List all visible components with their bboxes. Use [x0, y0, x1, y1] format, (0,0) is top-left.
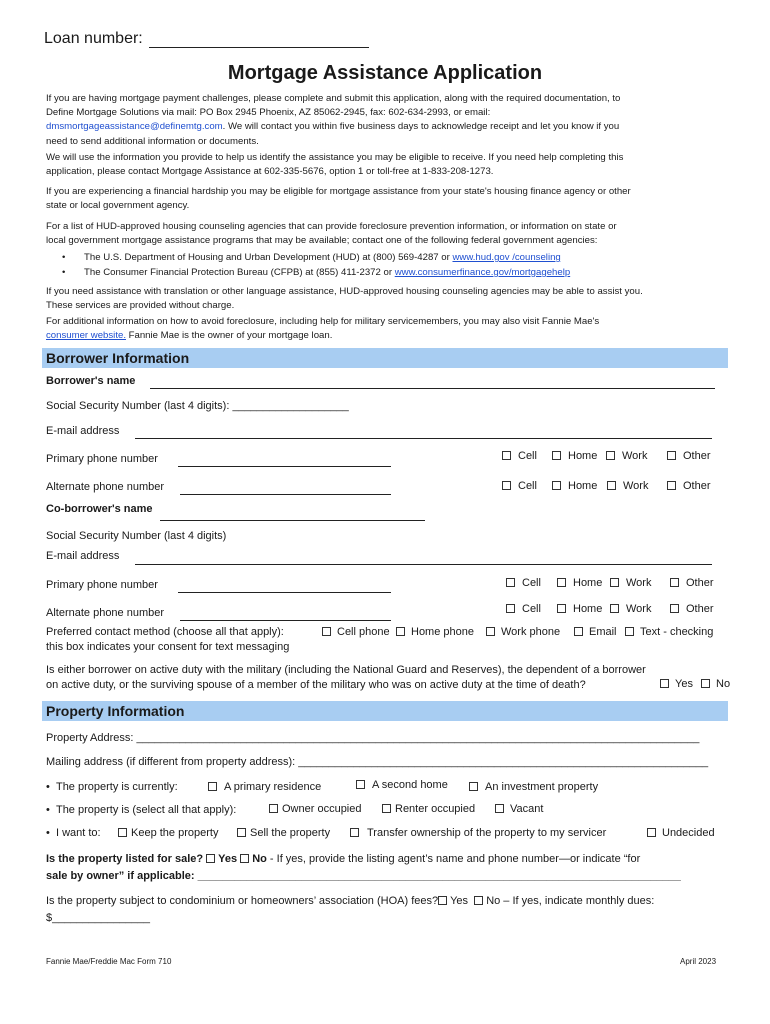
checkbox-icon[interactable] [237, 828, 246, 837]
checkbox-icon[interactable] [607, 481, 616, 490]
is-renter-occupied[interactable] [382, 803, 475, 815]
military-question-line-2: on active duty, or the surviving spouse of a member of the military who was on active duty at the time of death? [46, 679, 586, 691]
option-label: Transfer ownership of the property to my servicer [367, 827, 607, 839]
bullet-icon: • [46, 804, 56, 816]
contact-home-phone[interactable] [396, 626, 474, 638]
checkbox-icon[interactable] [382, 804, 391, 813]
mailing-address-field[interactable]: Mailing address (if different from property address): ___________________________________________________________________ [46, 756, 709, 768]
bullet-icon: • [62, 252, 66, 263]
want-undecided[interactable] [647, 827, 715, 839]
checkbox-icon[interactable] [269, 804, 278, 813]
intro-paragraph-1 [46, 92, 620, 149]
property-section-header: Property Information [42, 701, 728, 721]
coborrower-alternate-phone-label: Alternate phone number [46, 607, 165, 619]
option-label: Home [573, 577, 603, 589]
option-label: Text - checking [640, 626, 714, 638]
intro-text: . We will contact you within five business days to acknowledge receipt and let you know if you [222, 121, 620, 133]
listed-no-checkbox[interactable] [240, 854, 249, 863]
checkbox-icon[interactable] [667, 481, 676, 490]
intro-text: local government mortgage assistance programs that may be available; contact one of the following federal government agencies: [46, 235, 598, 247]
property-is-label [46, 804, 236, 816]
question-text: Is the property subject to condominium or homeowners’ association (HOA) fees? [46, 895, 439, 907]
military-question-line-1: Is either borrower on active duty with the military (including the National Guard and Reserves), the dependent of a borrower [46, 664, 646, 676]
phone-type-other[interactable] [667, 450, 711, 462]
coborrower-alternate-phone-field[interactable] [180, 620, 391, 621]
option-label: Cell [518, 480, 537, 492]
checkbox-icon[interactable] [208, 782, 217, 791]
option-label: Yes [450, 895, 469, 907]
coborrower-primary-phone-field[interactable] [178, 592, 391, 593]
coborrower-primary-phone-label: Primary phone number [46, 579, 158, 591]
intro-text: state or local government agency. [46, 200, 190, 212]
co-alt-phone-type-work[interactable] [610, 603, 651, 615]
question-text: Is the property listed for sale? [46, 853, 204, 865]
borrower-name-label: Borrower's name [46, 375, 136, 387]
agency-bullet-1 [62, 251, 561, 265]
intro-text: If you need assistance with translation or other language assistance, HUD-approved housing counseling agencies may be able to assist you. [46, 286, 643, 297]
checkbox-icon[interactable] [356, 780, 365, 789]
hoa-dues-field[interactable]: $________________ [46, 912, 151, 924]
is-owner-occupied[interactable] [269, 803, 362, 815]
hud-link[interactable]: www.hud.gov /counseling [452, 252, 561, 263]
hoa-yes-checkbox[interactable] [438, 896, 447, 905]
option-label: Vacant [510, 803, 544, 815]
checkbox-icon[interactable] [610, 604, 619, 613]
bullet-icon: • [46, 781, 56, 793]
option-label: Work [622, 450, 648, 462]
intro-paragraph-3 [46, 185, 631, 213]
intro-text: We will use the information you provide to help us identify the assistance you may be eligible to receive. If you need help completing this [46, 152, 624, 163]
checkbox-icon[interactable] [350, 828, 359, 837]
borrower-primary-phone-label: Primary phone number [46, 453, 158, 465]
option-label: Work [626, 603, 652, 615]
option-label: Sell the property [250, 827, 331, 839]
intro-paragraph-6 [46, 315, 599, 343]
want-keep-property[interactable] [118, 827, 218, 839]
borrower-email-field[interactable] [135, 438, 712, 439]
page-title: Mortgage Assistance Application [227, 62, 543, 84]
question-text: The property is currently: [55, 781, 178, 793]
checkbox-icon[interactable] [647, 828, 656, 837]
checkbox-icon[interactable] [552, 481, 561, 490]
borrower-primary-phone-field[interactable] [178, 466, 391, 467]
option-label: Cell phone [337, 626, 390, 638]
co-alt-phone-type-cell[interactable] [506, 603, 541, 615]
checkbox-icon[interactable] [670, 578, 679, 587]
option-label: Renter occupied [395, 803, 476, 815]
property-address-field[interactable]: Property Address: ____________________________________________________________________________________________ [46, 732, 700, 744]
checkbox-icon[interactable] [495, 804, 504, 813]
coborrower-name-label: Co-borrower's name [46, 503, 153, 515]
checkbox-icon[interactable] [557, 578, 566, 587]
question-text: I want to: [55, 827, 101, 839]
checkbox-icon[interactable] [486, 627, 495, 636]
alt-phone-type-cell[interactable] [502, 480, 537, 492]
intro-text: Fannie Mae is the owner of your mortgage loan. [125, 330, 333, 342]
option-label: No [252, 853, 267, 865]
loan-number-field[interactable] [149, 47, 369, 48]
checkbox-icon[interactable] [574, 627, 583, 636]
option-label: Work [623, 480, 649, 492]
bullet-text: The U.S. Department of Housing and Urban Development (HUD) at (800) 569-4287 or [84, 252, 450, 263]
checkbox-icon[interactable] [701, 679, 710, 688]
intro-text: These services are provided without charge. [46, 300, 235, 312]
checkbox-icon[interactable] [625, 627, 634, 636]
listed-for-sale-question [46, 853, 640, 865]
contact-method-label: Preferred contact method (choose all that apply): [46, 626, 284, 638]
alt-phone-type-other[interactable] [667, 480, 711, 492]
military-no[interactable] [701, 678, 730, 690]
listing-agent-field[interactable]: sale by owner” if applicable: _______________________________________________________________________________ [46, 870, 681, 882]
option-label: Yes [675, 678, 693, 690]
hoa-no-checkbox[interactable] [474, 896, 483, 905]
hoa-question [46, 895, 654, 907]
option-label: Other [686, 603, 714, 615]
text-consent-note: this box indicates your consent for text messaging [46, 641, 290, 653]
checkbox-icon[interactable] [502, 481, 511, 490]
intro-text: For additional information on how to avoid foreclosure, including help for military servicemembers, you may also visit Fannie Mae's [46, 316, 600, 327]
borrower-alternate-phone-label: Alternate phone number [46, 481, 165, 493]
intro-text: Define Mortgage Solutions via mail: PO Box 2945 Phoenix, AZ 85062-2945, fax: 602-634-2993, or email: [46, 107, 491, 119]
option-label: Owner occupied [282, 803, 362, 815]
option-label: Yes [218, 853, 238, 865]
currently-investment-property[interactable] [469, 781, 598, 793]
phone-type-home[interactable] [552, 450, 597, 462]
coborrower-email-label: E-mail address [46, 550, 120, 562]
borrower-name-field[interactable] [150, 388, 715, 389]
coborrower-ssn-label: Social Security Number (last 4 digits) [46, 530, 227, 542]
checkbox-icon[interactable] [557, 604, 566, 613]
option-label: A second home [372, 779, 448, 791]
checkbox-icon[interactable] [469, 782, 478, 791]
co-alt-phone-type-home[interactable] [557, 603, 602, 615]
option-label: An investment property [485, 781, 599, 793]
borrower-email-label: E-mail address [46, 425, 120, 437]
currently-second-home[interactable] [356, 779, 448, 791]
co-phone-type-cell[interactable] [506, 577, 541, 589]
want-sell-property[interactable] [237, 827, 330, 839]
coborrower-email-field[interactable] [135, 564, 712, 565]
option-label: Keep the property [131, 827, 219, 839]
checkbox-icon[interactable] [606, 451, 615, 460]
currently-primary-residence[interactable] [208, 781, 321, 793]
phone-type-cell[interactable] [502, 450, 537, 462]
checkbox-icon[interactable] [506, 604, 515, 613]
option-label: Other [683, 480, 711, 492]
intro-text: If you are having mortgage payment challenges, please complete and submit this application, along with the required documentation, to [46, 93, 621, 104]
intro-paragraph-5 [46, 285, 643, 313]
option-label: Home phone [411, 626, 474, 638]
contact-work-phone[interactable] [486, 626, 560, 638]
checkbox-icon[interactable] [670, 604, 679, 613]
email-link[interactable]: dmsmortgageassistance@definemtg.com [46, 121, 223, 133]
borrower-alternate-phone-field[interactable] [180, 494, 391, 495]
bullet-text: The Consumer Financial Protection Bureau (CFPB) at (855) 411-2372 or [84, 267, 393, 278]
option-label: No [716, 678, 731, 690]
option-label: Other [686, 577, 714, 589]
agency-bullet-2 [62, 266, 570, 280]
intro-paragraph-2 [46, 151, 623, 179]
consumer-website-link[interactable]: consumer website. [46, 330, 126, 342]
is-vacant[interactable] [495, 803, 543, 815]
military-yes[interactable] [660, 678, 693, 690]
option-label: Home [568, 450, 598, 462]
co-phone-type-other[interactable] [670, 577, 714, 589]
contact-cell-phone[interactable] [322, 626, 390, 638]
co-alt-phone-type-other[interactable] [670, 603, 714, 615]
option-label: Cell [518, 450, 537, 462]
option-label: Work [626, 577, 652, 589]
alt-phone-type-home[interactable] [552, 480, 597, 492]
intro-text: If you are experiencing a financial hardship you may be eligible for mortgage assistance from your state's housing finance agency or other [46, 186, 631, 197]
option-label: Work phone [501, 626, 561, 638]
loan-number-label [44, 30, 143, 48]
co-phone-type-home[interactable] [557, 577, 602, 589]
option-label: Home [573, 603, 603, 615]
question-text: The property is (select all that apply): [55, 804, 237, 816]
checkbox-icon[interactable] [322, 627, 331, 636]
bullet-icon: • [46, 827, 56, 839]
checkbox-icon[interactable] [660, 679, 669, 688]
checkbox-icon[interactable] [502, 451, 511, 460]
option-label: Cell [522, 577, 541, 589]
footer-date: April 2023 [680, 957, 717, 966]
checkbox-icon[interactable] [552, 451, 561, 460]
option-label: A primary residence [224, 781, 322, 793]
question-text: - If yes, provide the listing agent’s name and phone number—or indicate “for [266, 853, 641, 865]
intro-text: For a list of HUD-approved housing counseling agencies that can provide foreclosure prevention information, or information on state or [46, 221, 617, 232]
alt-phone-type-work[interactable] [607, 480, 648, 492]
borrower-ssn-label[interactable]: Social Security Number (last 4 digits): ___________________ [46, 400, 349, 412]
listed-yes-checkbox[interactable] [206, 854, 215, 863]
coborrower-name-field[interactable] [160, 520, 425, 521]
contact-email[interactable] [574, 626, 617, 638]
checkbox-icon[interactable] [396, 627, 405, 636]
property-currently-label [46, 781, 178, 793]
option-label: Email [589, 626, 617, 638]
loan-number-text: Loan number: [44, 30, 143, 47]
want-to-label [46, 827, 101, 839]
intro-text: application, please contact Mortgage Assistance at 602-335-5676, option 1 or toll-free at 1-833-208-1273. [46, 166, 494, 178]
bullet-icon: • [62, 267, 66, 278]
contact-text[interactable] [625, 626, 713, 638]
intro-text: need to send additional information or documents. [46, 135, 259, 147]
phone-type-work[interactable] [606, 450, 647, 462]
intro-paragraph-4 [46, 220, 617, 248]
checkbox-icon[interactable] [610, 578, 619, 587]
want-transfer-ownership[interactable] [350, 827, 606, 839]
option-label: Other [683, 450, 711, 462]
borrower-section-header: Borrower Information [42, 348, 728, 368]
option-label: Undecided [662, 827, 715, 839]
option-label: No – If yes, indicate monthly dues: [486, 895, 655, 907]
option-label: Home [568, 480, 598, 492]
checkbox-icon[interactable] [667, 451, 676, 460]
co-phone-type-work[interactable] [610, 577, 651, 589]
cfpb-link[interactable]: www.consumerfinance.gov/mortgagehelp [394, 267, 571, 278]
checkbox-icon[interactable] [118, 828, 127, 837]
checkbox-icon[interactable] [506, 578, 515, 587]
footer-form-name: Fannie Mae/Freddie Mac Form 710 [46, 957, 172, 966]
option-label: Cell [522, 603, 541, 615]
